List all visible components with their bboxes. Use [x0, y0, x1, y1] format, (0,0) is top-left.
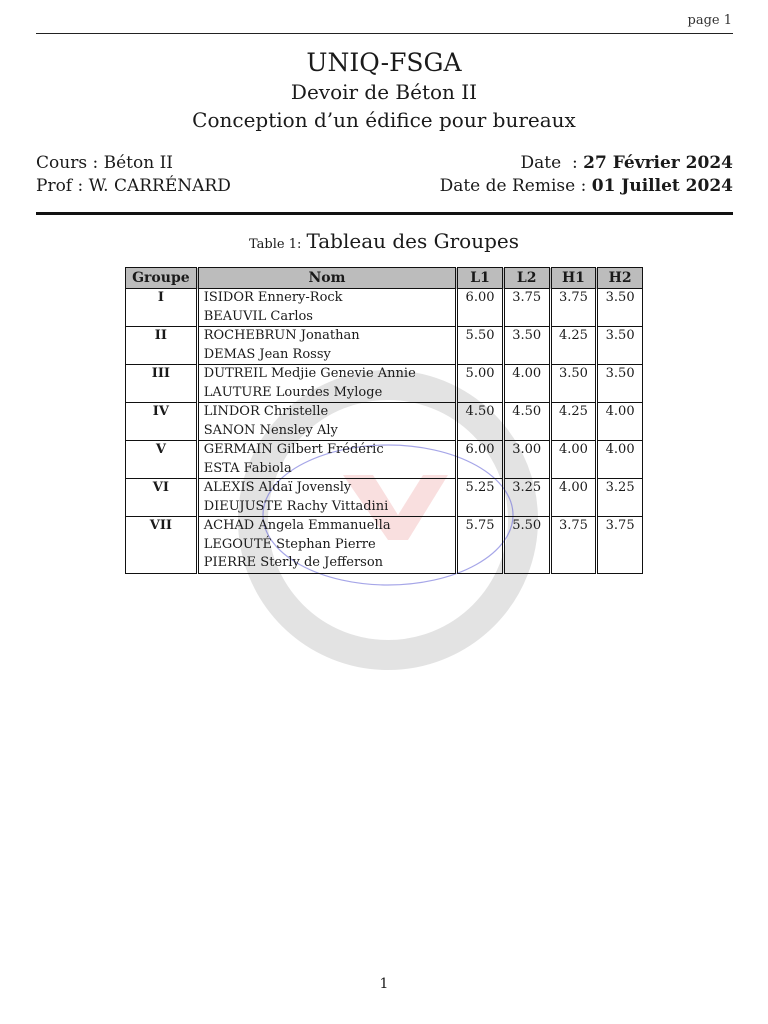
col-l1: L1 — [457, 268, 504, 289]
col-groupe: Groupe — [126, 268, 198, 289]
table-row — [126, 422, 643, 441]
page-number-bottom: 1 — [379, 976, 389, 992]
table-row — [126, 554, 643, 573]
member-name: LINDOR Christelle — [197, 403, 456, 422]
group-id: VI — [126, 479, 198, 498]
date-line — [521, 152, 733, 175]
table-row — [126, 460, 643, 479]
l1-value: 5.75 — [457, 517, 504, 536]
group-id: V — [126, 441, 198, 460]
table-row — [126, 289, 643, 308]
table-row — [126, 384, 643, 403]
col-nom: Nom — [197, 268, 456, 289]
h2-value: 3.50 — [597, 365, 643, 384]
member-name: DUTREIL Medjie Genevie Annie — [197, 365, 456, 384]
member-name: ESTA Fabiola — [197, 460, 456, 479]
institution-title: UNIQ-FSGA — [306, 48, 462, 77]
caption-label: Table 1: — [249, 237, 302, 252]
prof-label: Prof : — [36, 176, 84, 196]
member-name: PIERRE Sterly de Jefferson — [197, 554, 456, 573]
table-row — [126, 403, 643, 422]
course-line — [36, 152, 173, 175]
l2-value: 3.25 — [503, 479, 550, 498]
h1-value: 4.00 — [550, 441, 597, 460]
title-block — [0, 48, 768, 134]
h1-value: 3.75 — [550, 517, 597, 536]
assignment-title: Devoir de Béton II — [290, 80, 478, 104]
table-caption — [0, 229, 768, 253]
h2-value: 3.75 — [597, 517, 643, 536]
member-name: GERMAIN Gilbert Frédéric — [197, 441, 456, 460]
h2-value: 4.00 — [597, 441, 643, 460]
table-row — [126, 479, 643, 498]
h1-value: 4.25 — [550, 403, 597, 422]
course-value: Béton II — [103, 153, 173, 173]
h2-value: 3.25 — [597, 479, 643, 498]
table-row — [126, 346, 643, 365]
group-id: II — [126, 327, 198, 346]
member-name: BEAUVIL Carlos — [197, 308, 456, 327]
group-id: I — [126, 289, 198, 308]
h1-value: 4.00 — [550, 479, 597, 498]
member-name: DIEUJUSTE Rachy Vittadini — [197, 498, 456, 517]
meta-block — [36, 152, 733, 198]
member-name: LAUTURE Lourdes Myloge — [197, 384, 456, 403]
prof-line — [36, 175, 231, 198]
table-row — [126, 308, 643, 327]
section-rule — [36, 212, 733, 215]
l2-value: 5.50 — [503, 517, 550, 536]
h2-value: 4.00 — [597, 403, 643, 422]
table-row — [126, 536, 643, 555]
table-row — [126, 498, 643, 517]
h1-value: 3.50 — [550, 365, 597, 384]
l1-value: 5.00 — [457, 365, 504, 384]
page-label-top: page 1 — [687, 13, 732, 28]
l1-value: 5.50 — [457, 327, 504, 346]
due-value: 01 Juillet 2024 — [591, 176, 733, 196]
h2-value: 3.50 — [597, 327, 643, 346]
l2-value: 4.00 — [503, 365, 550, 384]
group-id: IV — [126, 403, 198, 422]
member-name: DEMAS Jean Rossy — [197, 346, 456, 365]
l2-value: 3.75 — [503, 289, 550, 308]
col-l2: L2 — [503, 268, 550, 289]
table-row — [126, 327, 643, 346]
col-h2: H2 — [597, 268, 643, 289]
table-row — [126, 517, 643, 536]
member-name: ALEXIS Aldaï Jovensly — [197, 479, 456, 498]
date-label: Date : — [520, 153, 578, 173]
member-name: SANON Nensley Aly — [197, 422, 456, 441]
member-name: ISIDOR Ennery-Rock — [197, 289, 456, 308]
header-rule — [36, 33, 733, 34]
l1-value: 5.25 — [457, 479, 504, 498]
member-name: LEGOUTÉ Stephan Pierre — [197, 536, 456, 555]
group-id: III — [126, 365, 198, 384]
l1-value: 6.00 — [457, 289, 504, 308]
l1-value: 6.00 — [457, 441, 504, 460]
due-line — [440, 175, 733, 198]
subject-title: Conception d’un édifice pour bureaux — [192, 108, 576, 132]
prof-value: W. CARRÉNARD — [88, 176, 231, 196]
caption-title: Tableau des Groupes — [306, 229, 519, 253]
h1-value: 3.75 — [550, 289, 597, 308]
table-header-row — [126, 268, 643, 289]
l2-value: 3.00 — [503, 441, 550, 460]
course-label: Cours : — [36, 153, 99, 173]
member-name: ROCHEBRUN Jonathan — [197, 327, 456, 346]
l1-value: 4.50 — [457, 403, 504, 422]
l2-value: 4.50 — [503, 403, 550, 422]
l2-value: 3.50 — [503, 327, 550, 346]
h2-value: 3.50 — [597, 289, 643, 308]
groups-table — [125, 267, 643, 574]
group-id: VII — [126, 517, 198, 536]
h1-value: 4.25 — [550, 327, 597, 346]
table-row — [126, 365, 643, 384]
member-name: ACHAD Angela Emmanuella — [197, 517, 456, 536]
table-row — [126, 441, 643, 460]
date-value: 27 Février 2024 — [583, 153, 733, 173]
col-h1: H1 — [550, 268, 597, 289]
due-label: Date de Remise : — [439, 176, 587, 196]
